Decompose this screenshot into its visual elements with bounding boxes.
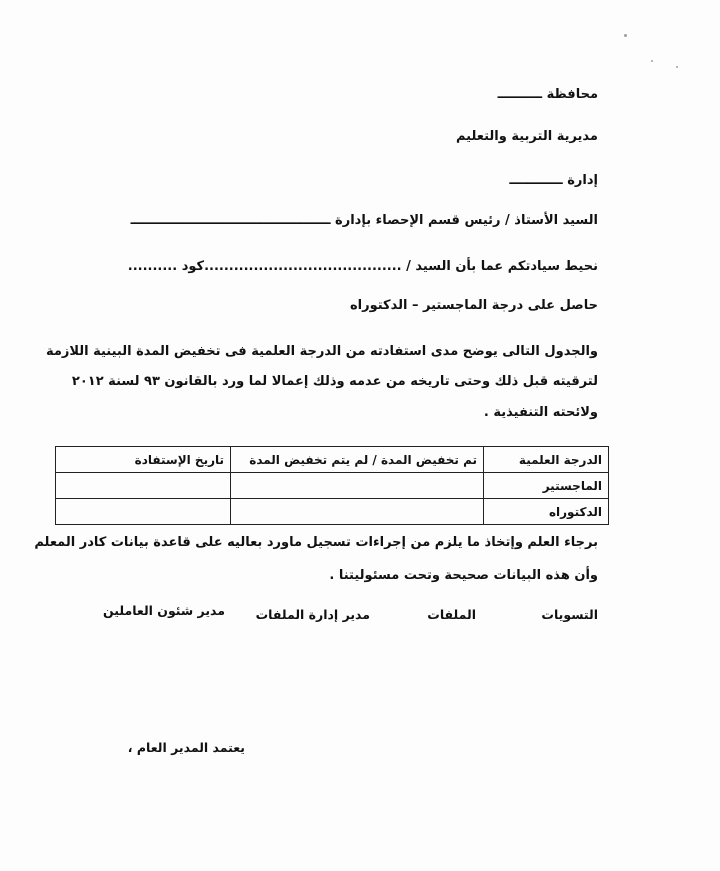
table-cell: [231, 499, 484, 525]
signature-personnel-manager: مدير شئون العاملين: [103, 603, 225, 618]
table-cell: الدكتوراه: [484, 499, 609, 525]
closing-line-2: وأن هذه البيانات صحيحة وتحت مسئوليتنا .: [329, 568, 598, 583]
table-header-cell: تم تخفيض المدة / لم يتم تخفيض المدة: [231, 447, 484, 473]
table-row: [56, 499, 609, 525]
scan-speck: [651, 60, 653, 62]
directorate-line: مديرية التربية والتعليم: [455, 129, 598, 144]
table-header-cell: تاريخ الإستفادة: [56, 447, 231, 473]
paragraph-line-2: لترقيته قبل ذلك وحتى تاريخه من عدمه وذلك إعمالا لما ورد بالقانون ٩٣ لسنة ٢٠١٢: [71, 374, 598, 389]
degree-line: حاصل على درجة الماجستير – الدكتوراه: [349, 298, 598, 313]
table-cell: [56, 473, 231, 499]
signature-files: الملفات: [427, 607, 476, 622]
table-cell: [56, 499, 231, 525]
approval-line: يعتمد المدير العام ،: [127, 740, 245, 755]
degree-table: [55, 446, 609, 525]
signature-files-manager: مدير إدارة الملفات: [255, 607, 370, 622]
notice-line: نحيط سيادتكم عما بأن السيد / ........................................كود ..........: [127, 259, 598, 274]
addressee-line: السيد الأستاذ / رئيس قسم الإحصاء بإدارة ـــــــــــــــــــــــــــــــــــــــــــــ: [130, 213, 598, 228]
administration-line: إدارة ــــــــــــ: [509, 173, 598, 188]
table-cell: [231, 473, 484, 499]
table-row: [56, 473, 609, 499]
signature-settlements: التسويات: [541, 607, 598, 622]
table-cell: الماجستير: [484, 473, 609, 499]
table-header-cell: الدرجة العلمية: [484, 447, 609, 473]
paragraph-line-1: والجدول التالى يوضح مدى استفادته من الدرجة العلمية فى تخفيض المدة البينية اللازمة: [45, 344, 598, 359]
scan-speck: [676, 66, 678, 68]
scan-speck: [624, 34, 627, 37]
closing-line-1: برجاء العلم وإتخاذ ما يلزم من إجراءات تسجيل ماورد بعاليه على قاعدة بيانات كادر المعلم: [34, 535, 598, 550]
table-header-row: [56, 447, 609, 473]
governorate-line: محافظة ــــــــــ: [497, 87, 598, 102]
paragraph-line-3: ولائحته التنفيذية .: [483, 405, 598, 420]
